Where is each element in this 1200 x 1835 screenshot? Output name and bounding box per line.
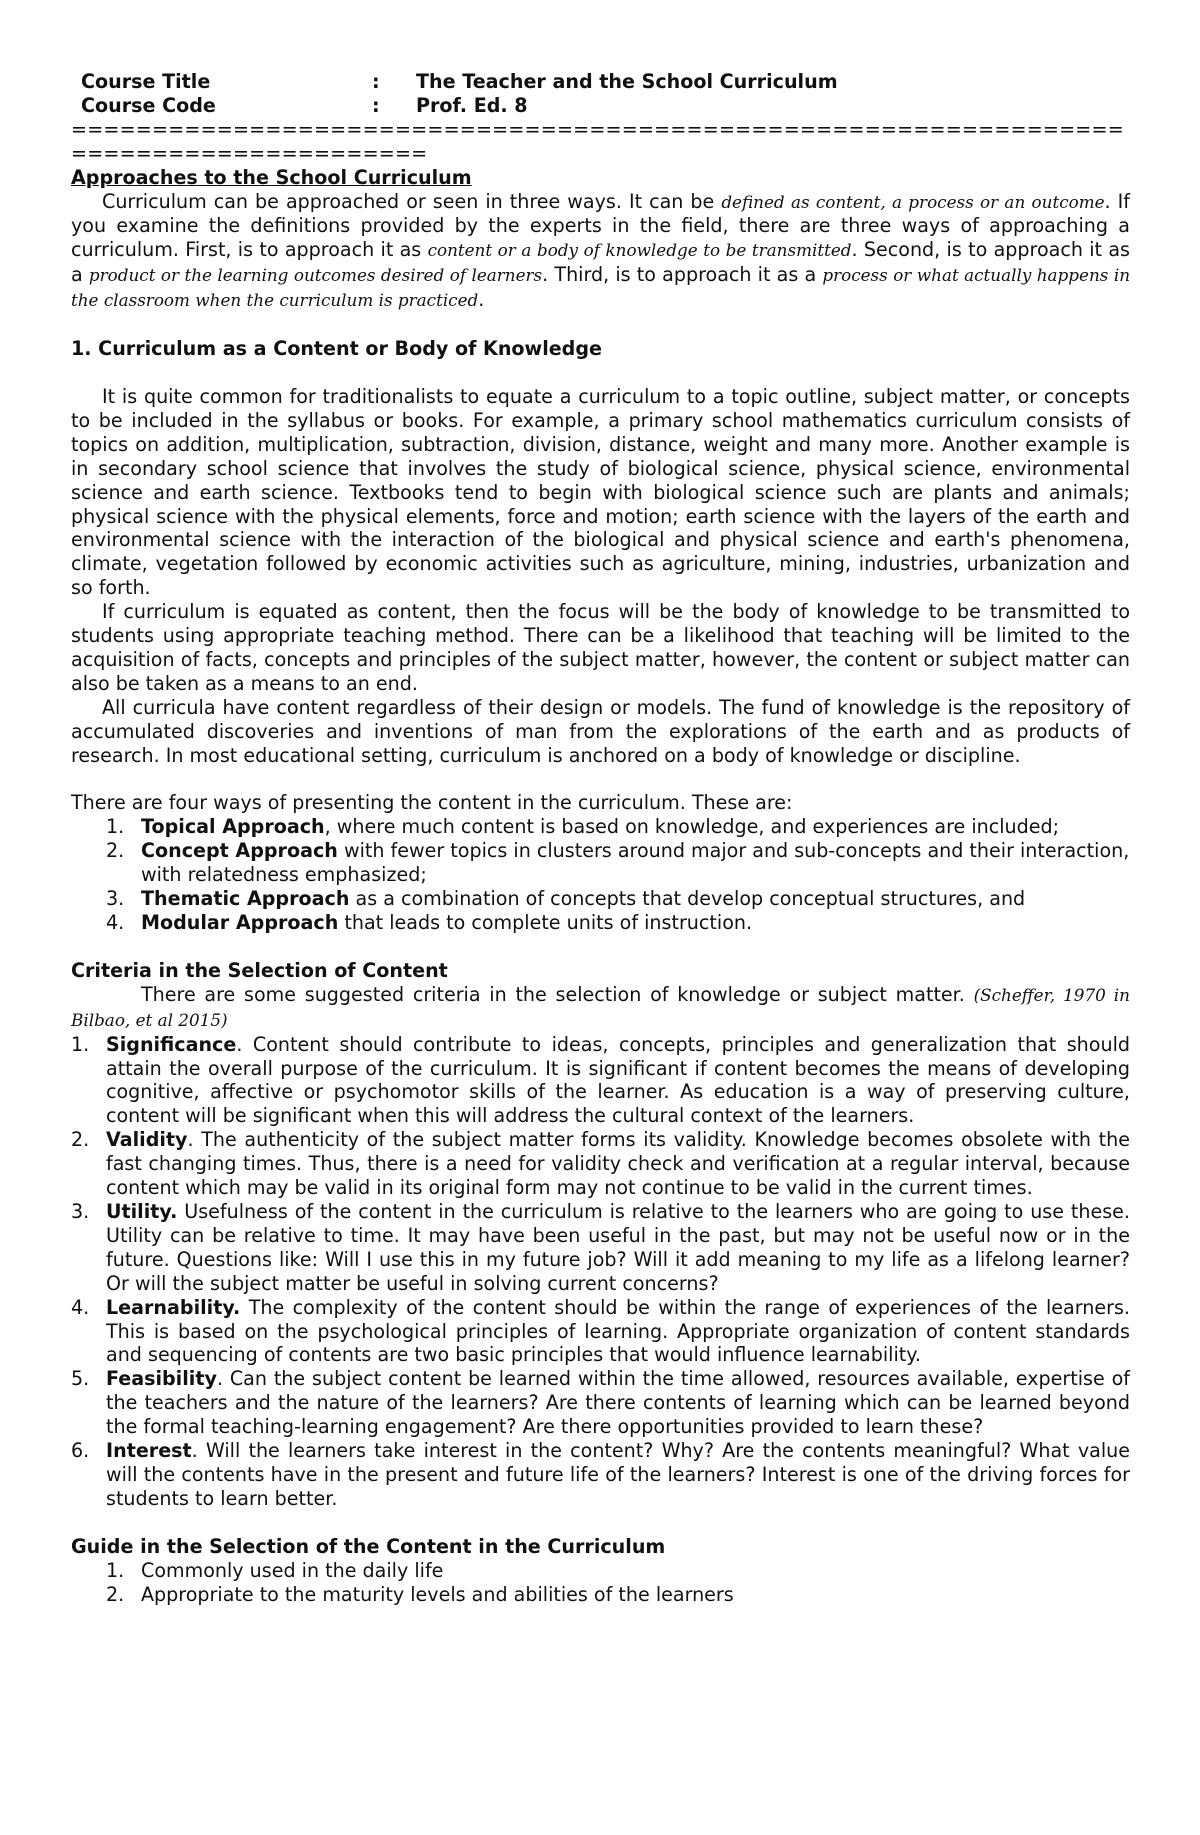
course-title-row — [71, 70, 1130, 94]
course-code-separator: : — [372, 93, 380, 117]
course-title-value: The Teacher and the School Curriculum — [416, 70, 838, 93]
separator-rule-line1: ================================================================= — [71, 117, 1124, 141]
criteria-intro: There are some suggested criteria in the selection of knowledge or subject matter. (Scheffer, 1970 in Bilbao, et al 2015) — [71, 982, 1130, 1030]
criteria-heading: Criteria in the Selection of Content — [71, 958, 448, 982]
section1-paragraph-2: If curriculum is equated as content, then the focus will be the body of knowledge to be transmitted to students using appropriate teaching method. There can be a likelihood that teaching will be limited to the acquisition of facts, concepts and principles of the subject matter, however, the content or subject matter can also be taken as a means to an end. — [71, 600, 1130, 695]
list-item: 3. Thematic Approach as a combination of concepts that develop conceptual structures, and — [106, 887, 1026, 911]
list-item: 4. Learnability. The complexity of the content should be within the range of experiences of the learners. This is based on the psychological principles of learning. Appropriate organization of content standards and sequencing of contents are two basic principles that would influence learnability. — [71, 1295, 1130, 1367]
approaches-text-a: Curriculum can be approached or seen in three ways. It can be — [102, 189, 722, 213]
course-code-label: Course Code — [81, 93, 216, 117]
list-item: 2. Appropriate to the maturity levels and abilities of the learners — [106, 1582, 734, 1606]
list-item: 5. Feasibility. Can the subject content be learned within the time allowed, resources available, expertise of the teachers and the nature of the learners? Are there contents of learning which can be learned beyond the formal teaching-learning engagement? Are there opportunities provided to learn these? — [71, 1367, 1130, 1439]
guide-heading: Guide in the Selection of the Content in the Curriculum — [71, 1534, 666, 1558]
approaches-paragraph — [71, 190, 1130, 314]
list-item: 2. Validity. The authenticity of the subject matter forms its validity. Knowledge becomes obsolete with the fast changing times. Thus, there is a need for validity check and verification at a regular interval, because content which may be valid in its original form may not continue to be valid in the current times. — [71, 1128, 1130, 1200]
approaches-emphasis-definition: defined as content, a process or an outcome — [721, 191, 1105, 212]
separator-rule-line2: ====================== — [71, 141, 428, 165]
approaches-emphasis-product: product or the learning outcomes desired of learners — [88, 265, 543, 286]
guide-list — [71, 1559, 1130, 1607]
approaches-text-i: . — [478, 288, 485, 312]
list-item: 6. Interest. Will the learners take interest in the content? Why? Are the contents meaningful? What value will the contents have in the present and future life of the learners? Interest is one of the driving forces for students to learn better. — [71, 1439, 1130, 1510]
list-item: 2. Concept Approach with fewer topics in clusters around major and sub-concepts and their interaction, with relatedness emphasized; — [106, 839, 1130, 887]
approaches-text-c: . If you examine the definitions provided by the experts in the field, there are three ways of approaching a curriculum. First, is to approach it as — [71, 189, 1130, 262]
approaches-text-e: . Second, is to approach it as a — [71, 238, 1131, 287]
section1-heading: 1. Curriculum as a Content or Body of Knowledge — [71, 337, 602, 361]
list-item: 1. Significance. Content should contribute to ideas, concepts, principles and generalization that should attain the overall purpose of the curriculum. It is significant if content becomes the means of developing cognitive, affective or psychomotor skills of the learner. As education is a way of preserving culture, content will be significant when this will address the cultural context of the learners. — [71, 1032, 1130, 1128]
course-code-value: Prof. Ed. 8 — [416, 93, 528, 117]
approaches-heading: Approaches to the School Curriculum — [71, 165, 472, 189]
criteria-citation: (Scheffer, 1970 in Bilbao, et al 2015) — [71, 984, 1130, 1030]
list-item: 1. Commonly used in the daily life — [106, 1558, 444, 1582]
ways-list — [71, 815, 1130, 935]
section1-paragraph-1: It is quite common for traditionalists to equate a curriculum to a topic outline, subject matter, or concepts to be included in the syllabus or books. For example, a primary school mathematics curriculum consists of topics on addition, multiplication, subtraction, division, distance, weight and many more. Another example is in secondary school science that involves the study of biological science, physical science, environmental science and earth science. Textbooks tend to begin with biological science such are plants and animals; physical science with the physical elements, force and motion; earth science with the layers of the earth and environmental science with the interaction of the biological and physical science and earth's phenomena, climate, vegetation followed by economic activities such as agriculture, mining, industries, urbanization and so forth. — [71, 384, 1130, 600]
list-item: 3. Utility. Usefulness of the content in the curriculum is relative to the learners who are going to use these. Utility can be relative to time. It may have been useful in the past, but may not be useful now or in the future. Questions like: Will I use this in my future job? Will it add meaning to my life as a lifelong learner? Or will the subject matter be useful in solving current concerns? — [71, 1199, 1130, 1295]
criteria-list — [71, 1033, 1130, 1511]
course-title-label: Course Title — [81, 70, 211, 93]
approaches-emphasis-process: process or what actually happens in the classroom when the curriculum is practiced — [71, 265, 1131, 311]
list-item: 1. Topical Approach, where much content is based on knowledge, and experiences are included; — [106, 815, 1060, 839]
ways-intro: There are four ways of presenting the content in the curriculum. These are: — [71, 791, 793, 815]
approaches-emphasis-content: content or a body of knowledge to be transmitted — [427, 240, 852, 261]
approaches-text-g: . Third, is to approach it as a — [542, 263, 823, 287]
course-code-row — [71, 94, 1130, 118]
course-title-separator: : — [372, 70, 380, 93]
list-item: 4. Modular Approach that leads to complete units of instruction. — [106, 911, 753, 934]
section1-paragraph-3: All curricula have content regardless of their design or models. The fund of knowledge is the repository of accumulated discoveries and inventions of man from the explorations of the earth and as products of research. In most educational setting, curriculum is anchored on a body of knowledge or discipline. — [71, 695, 1130, 767]
